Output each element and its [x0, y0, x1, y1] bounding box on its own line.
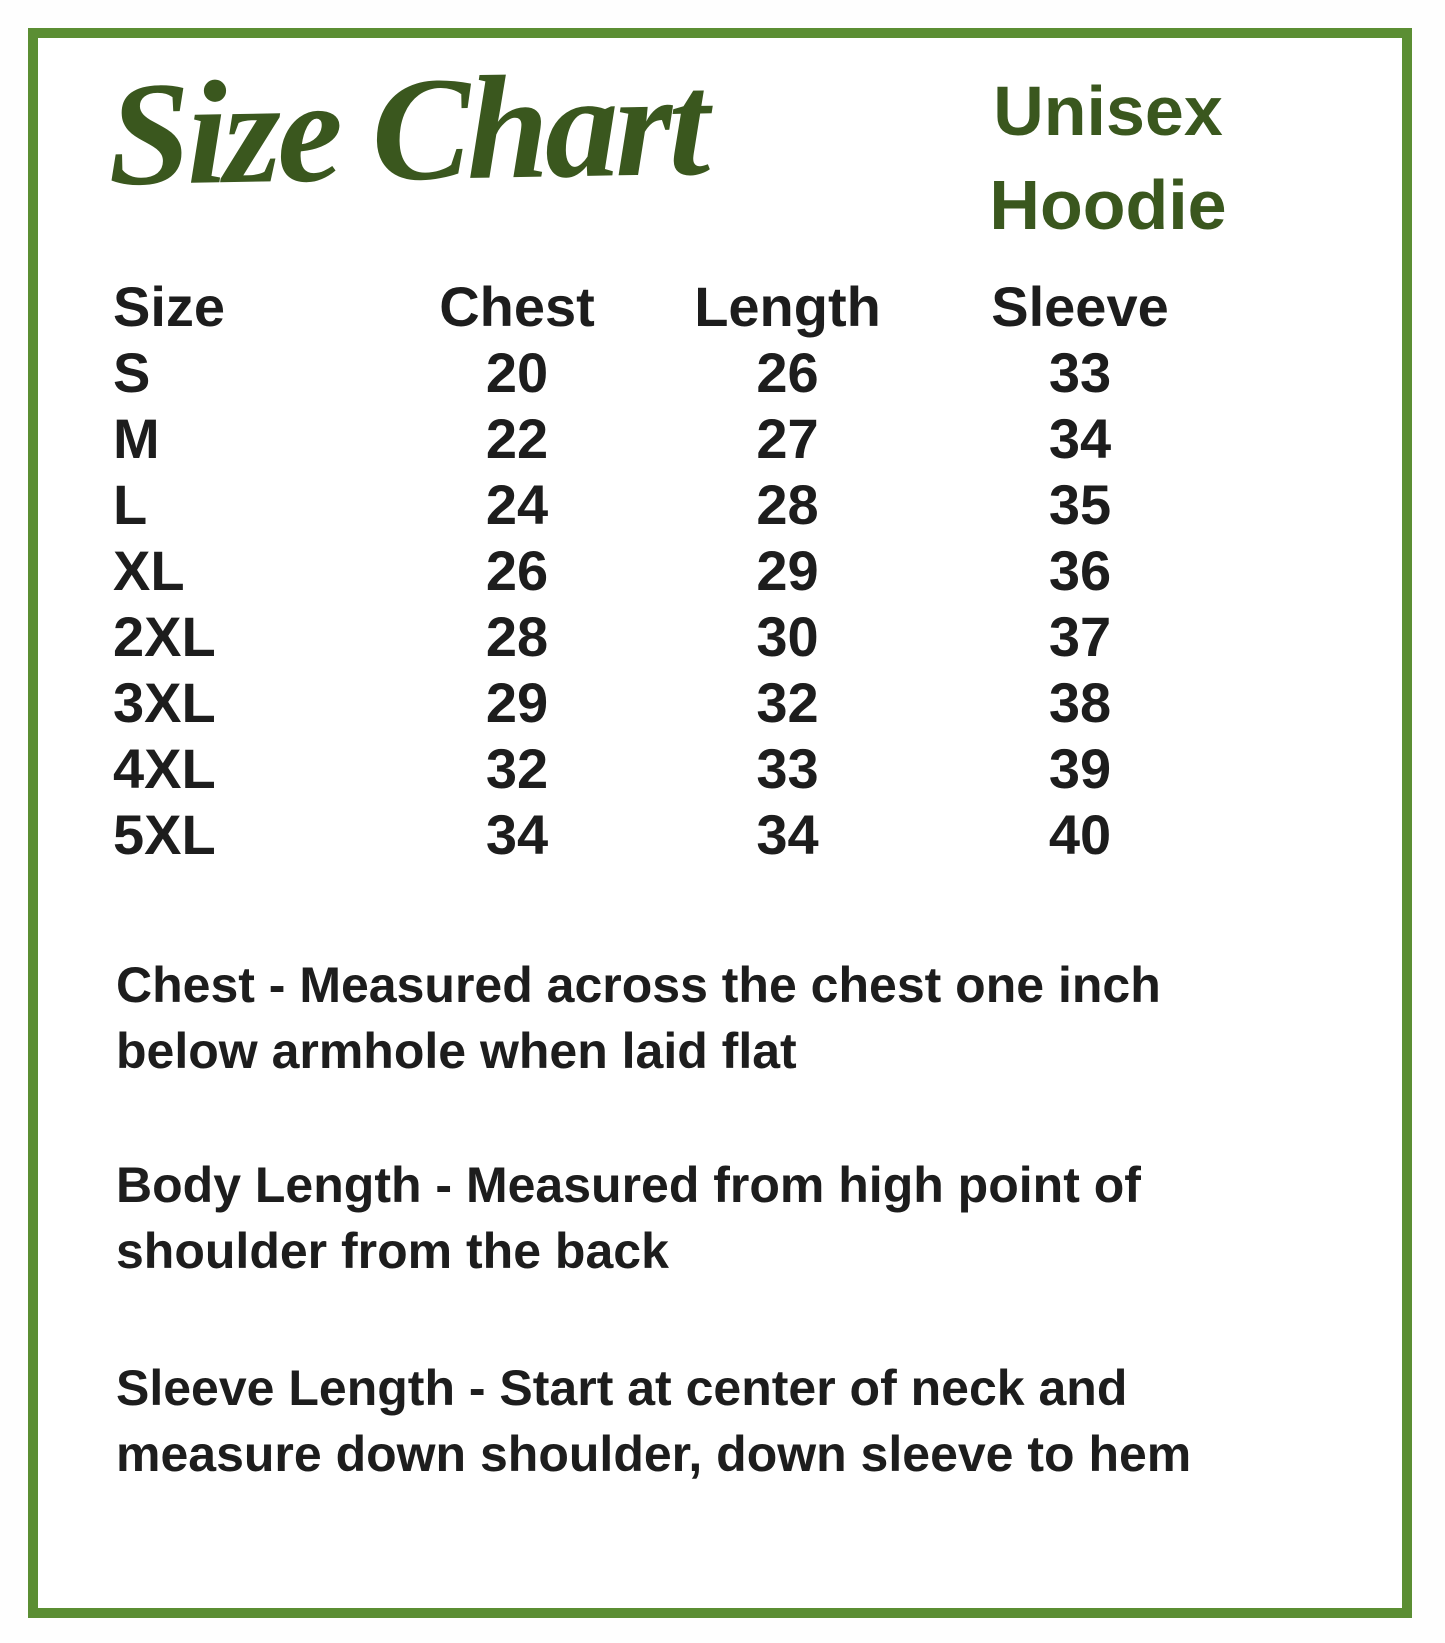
size-cell: 5XL — [113, 803, 216, 866]
green-border-frame — [28, 28, 1412, 1618]
note-line: Chest - Measured across the chest one inch — [116, 957, 1161, 1013]
size-cell: 2XL — [113, 605, 216, 668]
length-cell: 30 — [756, 605, 819, 668]
sleeve-cell: 34 — [1048, 407, 1112, 470]
size-cell: L — [113, 473, 148, 536]
chest-cell: 26 — [485, 539, 549, 602]
product-type-label — [953, 64, 1263, 252]
chest-cell: 20 — [485, 341, 549, 404]
table-row — [113, 670, 1230, 736]
column-header-length: Length — [694, 275, 881, 338]
size-cell: 4XL — [113, 737, 216, 800]
length-cell: 33 — [756, 737, 819, 800]
table-row — [113, 604, 1230, 670]
sleeve-cell: 33 — [1048, 341, 1112, 404]
sleeve-cell: 39 — [1048, 737, 1112, 800]
chest-cell: 32 — [485, 737, 549, 800]
table-row — [113, 472, 1230, 538]
column-header-chest: Chest — [439, 275, 595, 338]
size-cell: M — [113, 407, 160, 470]
chest-cell: 24 — [485, 473, 549, 536]
table-row — [113, 802, 1230, 868]
sleeve-cell: 35 — [1048, 473, 1112, 536]
table-row — [113, 538, 1230, 604]
size-cell: 3XL — [113, 671, 216, 734]
length-cell: 26 — [756, 341, 819, 404]
table-row — [113, 736, 1230, 802]
size-chart-title: Size Chart — [106, 42, 707, 218]
chest-cell: 22 — [485, 407, 549, 470]
size-cell: XL — [113, 539, 185, 602]
table-header-row — [113, 274, 1230, 340]
measurement-note-chest — [116, 952, 1161, 1084]
measurement-note-sleeve-length — [116, 1355, 1191, 1487]
length-cell: 32 — [756, 671, 819, 734]
note-line: below armhole when laid flat — [116, 1023, 797, 1079]
table-row — [113, 406, 1230, 472]
note-line: Body Length - Measured from high point of — [116, 1157, 1141, 1213]
sleeve-cell: 37 — [1048, 605, 1112, 668]
product-line-unisex: Unisex — [993, 72, 1223, 150]
note-line: shoulder from the back — [116, 1223, 669, 1279]
length-cell: 27 — [756, 407, 819, 470]
column-header-size: Size — [113, 275, 226, 338]
size-cell: S — [113, 341, 151, 404]
sleeve-cell: 36 — [1048, 539, 1112, 602]
length-cell: 28 — [756, 473, 819, 536]
column-header-sleeve: Sleeve — [991, 275, 1169, 338]
sleeve-cell: 40 — [1048, 803, 1112, 866]
chest-cell: 28 — [485, 605, 549, 668]
chest-cell: 34 — [485, 803, 549, 866]
size-table — [113, 274, 1230, 868]
chest-cell: 29 — [485, 671, 549, 734]
sleeve-cell: 38 — [1048, 671, 1112, 734]
note-line: Sleeve Length - Start at center of neck and — [116, 1360, 1128, 1416]
product-line-hoodie: Hoodie — [989, 166, 1227, 244]
table-row — [113, 340, 1230, 406]
note-line: measure down shoulder, down sleeve to hem — [116, 1426, 1192, 1482]
length-cell: 29 — [756, 539, 819, 602]
measurement-note-body-length — [116, 1152, 1141, 1284]
length-cell: 34 — [756, 803, 819, 866]
